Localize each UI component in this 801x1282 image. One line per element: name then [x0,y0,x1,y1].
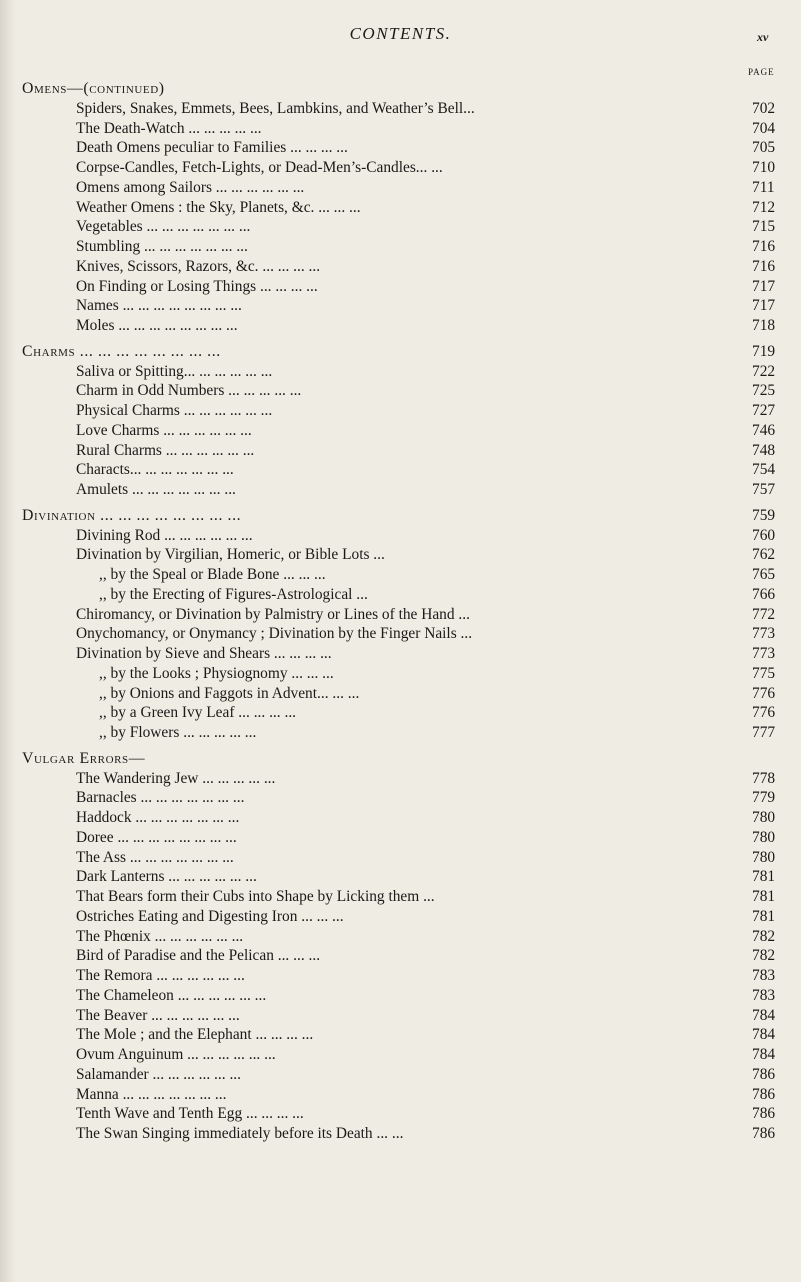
toc-entry-title: Rural Charms ... ... ... ... ... ... [76,441,255,459]
toc-entry[interactable] [0,986,801,1006]
toc-entry[interactable] [0,828,801,848]
toc-entry-title: Vegetables ... ... ... ... ... ... ... [76,218,251,236]
toc-entry[interactable] [0,769,801,789]
toc-entry-page: 710 [752,159,776,176]
toc-entry-title: Names ... ... ... ... ... ... ... ... [76,297,242,315]
toc-entry-title: Corpse-Candles, Fetch-Lights, or Dead-Men’s-Candles... ... [76,159,443,176]
toc-entry-page: 786 [752,1125,776,1142]
toc-entry[interactable] [0,138,801,158]
section-heading-text: Divination ... ... ... ... ... ... ... ... [22,506,242,524]
section-page-number: 719 [752,342,776,360]
toc-entry[interactable] [0,277,801,297]
toc-entry[interactable] [0,1085,801,1105]
toc-entry-title: ,, by the Erecting of Figures-Astrological ... [99,585,368,603]
toc-entry-title: Dark Lanterns ... ... ... ... ... ... [76,868,257,886]
section-heading[interactable] [0,749,801,769]
toc-entry-title: The Mole ; and the Elephant ... ... ... ... [76,1026,314,1044]
toc-entry-page: 782 [752,947,776,965]
toc-entry-page: 717 [752,277,776,295]
toc-entry-page: 762 [752,546,776,564]
section-heading[interactable] [0,79,801,99]
toc-entry[interactable] [0,1124,801,1144]
toc-entry-page: 780 [752,828,776,846]
toc-entry-page: 760 [752,526,776,544]
toc-entry-page: 748 [752,441,776,459]
toc-entry-title: Omens among Sailors ... ... ... ... ... ... [76,178,305,196]
toc-entry-page: 715 [752,218,776,236]
toc-entry[interactable] [0,966,801,986]
toc-entry-page: 757 [752,481,776,498]
toc-entry[interactable] [0,217,801,237]
toc-entry[interactable] [0,788,801,808]
toc-entry[interactable] [0,946,801,966]
toc-entry[interactable] [0,1025,801,1045]
toc-entry[interactable] [0,421,801,441]
toc-entry-title: Knives, Scissors, Razors, &c. ... ... ... ... [76,257,321,275]
running-title: CONTENTS. [349,24,452,43]
section-heading[interactable] [0,342,801,362]
toc-entry-title: Tenth Wave and Tenth Egg ... ... ... ... [76,1105,304,1123]
toc-entry-page: 772 [752,605,776,623]
toc-entry-title: Onychomancy, or Onymancy ; Divination by the Finger Nails ... [76,625,473,643]
toc-entry-title: Haddock ... ... ... ... ... ... ... [76,809,240,826]
toc-entry-title: Divination by Sieve and Shears ... ... ... ... [76,645,332,662]
toc-entry-page: 754 [752,461,776,479]
toc-entry[interactable] [0,1045,801,1065]
section-heading-text: Charms ... ... ... ... ... ... ... ... [22,342,221,360]
toc-entry-title: Love Charms ... ... ... ... ... ... [76,421,252,439]
toc-entry[interactable] [0,441,801,461]
toc-entry-page: 784 [752,1006,776,1024]
toc-entry-title: The Death-Watch ... ... ... ... ... [76,119,262,137]
toc-entry-page: 722 [752,362,776,380]
toc-entry-page: 766 [752,585,776,603]
toc-entry-title: Physical Charms ... ... ... ... ... ... [76,402,273,419]
toc-entry[interactable] [0,808,801,828]
folio-number: xv [757,30,769,44]
toc-entry[interactable] [0,664,801,684]
toc-entry-page: 712 [752,198,776,216]
toc-entry-title: Chiromancy, or Divination by Palmistry or Lines of the Hand ... [76,605,470,623]
toc-entry-page: 781 [752,907,776,925]
toc-entry-title: Ovum Anguinum ... ... ... ... ... ... [76,1046,276,1063]
toc-entry-title: ,, by a Green Ivy Leaf ... ... ... ... [99,704,297,722]
toc-entry[interactable] [0,178,801,198]
toc-entry-page: 705 [752,139,776,157]
toc-entry[interactable] [0,565,801,585]
toc-entry-page: 784 [752,1026,776,1044]
toc-entry-title: Bird of Paradise and the Pelican ... ... ... [76,947,321,965]
toc-entry-title: ,, by Flowers ... ... ... ... ... [99,724,257,741]
toc-entry[interactable] [0,585,801,605]
toc-entry-title: Death Omens peculiar to Families ... ... ... ... [76,139,348,157]
toc-entry-title: Manna ... ... ... ... ... ... ... [76,1085,227,1103]
toc-entry-page: 786 [752,1105,776,1123]
toc-entry-title: The Phœnix ... ... ... ... ... ... [76,927,244,945]
toc-entry-title: The Beaver ... ... ... ... ... ... [76,1006,240,1024]
toc-entry[interactable] [0,545,801,565]
toc-entry-title: ,, by the Speal or Blade Bone ... ... ... [99,566,326,583]
toc-entry-title: Divination by Virgilian, Homeric, or Bible Lots ... [76,546,385,564]
section-page-number: 759 [752,506,776,524]
toc-entry-page: 779 [752,789,776,807]
toc-entry-title: Saliva or Spitting... ... ... ... ... ... [76,362,273,380]
toc-entry-page: 711 [752,178,775,196]
toc-entry-page: 780 [752,809,776,826]
toc-entry-title: Moles ... ... ... ... ... ... ... ... [76,317,238,334]
toc-entry-page: 783 [752,986,776,1004]
toc-entry-page: 773 [752,625,776,643]
toc-entry-title: ,, by the Looks ; Physiognomy ... ... ... [99,664,334,682]
toc-entry[interactable] [0,644,801,664]
toc-entry-page: 718 [752,317,776,334]
toc-entry[interactable] [0,362,801,382]
toc-entry-page: 775 [752,664,776,682]
toc-entry-page: 781 [752,888,776,905]
toc-entry-title: On Finding or Losing Things ... ... ... ... [76,277,318,295]
toc-entry-title: Salamander ... ... ... ... ... ... [76,1065,241,1083]
toc-entry-title: The Ass ... ... ... ... ... ... ... [76,848,234,866]
toc-entry[interactable] [0,1065,801,1085]
toc-entry-title: Charm in Odd Numbers ... ... ... ... ... [76,382,302,400]
toc-entry-title: Weather Omens : the Sky, Planets, &c. ... ... ... [76,198,361,216]
toc-entry-page: 777 [752,724,776,741]
toc-entry-title: Doree ... ... ... ... ... ... ... ... [76,828,237,846]
toc-entry-title: The Wandering Jew ... ... ... ... ... [76,769,276,787]
toc-entry-page: 776 [752,704,776,722]
toc-entry-title: The Chameleon ... ... ... ... ... ... [76,986,267,1004]
toc-entry-page: 778 [752,769,776,787]
toc-entry-page: 782 [752,927,776,945]
toc-entry[interactable] [0,624,801,644]
toc-entry[interactable] [0,723,801,743]
toc-entry[interactable] [0,605,801,625]
toc-entry-page: 716 [752,238,776,255]
toc-entry-title: The Swan Singing immediately before its Death ... ... [76,1125,404,1142]
toc-entry[interactable] [0,99,801,119]
toc-entry[interactable] [0,1006,801,1026]
toc-entry[interactable] [0,158,801,178]
toc-entry[interactable] [0,684,801,704]
toc-entry[interactable] [0,460,801,480]
toc-entry-page: 781 [752,868,776,886]
toc-entry[interactable] [0,257,801,277]
toc-entry-title: ,, by Onions and Faggots in Advent... ... ... [99,684,360,702]
toc-entry[interactable] [0,237,801,257]
toc-entry-title: Ostriches Eating and Digesting Iron ... ... ... [76,907,344,925]
toc-entry-page: 765 [752,566,776,583]
toc-entry-page: 725 [752,382,776,400]
toc-entry[interactable] [0,927,801,947]
toc-entry-page: 773 [752,645,776,662]
toc-entry-page: 786 [752,1065,776,1083]
toc-entry[interactable] [0,119,801,139]
toc-entry-title: Amulets ... ... ... ... ... ... ... [76,481,236,498]
toc-entry[interactable] [0,198,801,218]
toc-entry-page: 727 [752,402,776,419]
toc-entry[interactable] [0,907,801,927]
toc-entry-page: 704 [752,119,776,137]
toc-entry-page: 717 [752,297,776,315]
toc-entry-page: 780 [752,848,776,866]
page-header [0,24,801,54]
toc-entry-title: Stumbling ... ... ... ... ... ... ... [76,238,248,255]
toc-entry[interactable] [0,296,801,316]
toc-entry[interactable] [0,1104,801,1124]
section-heading-text: Omens—(continued) [22,80,165,97]
section-heading-text: Vulgar Errors— [22,749,146,767]
toc-entry-title: Spiders, Snakes, Emmets, Bees, Lambkins, and Weather’s Bell... [76,99,475,117]
toc-entry-page: 784 [752,1046,776,1063]
table-of-contents [0,79,801,1144]
toc-entry-page: 783 [752,967,776,984]
toc-entry[interactable] [0,887,801,907]
toc-entry[interactable] [0,480,801,500]
toc-entry-title: Divining Rod ... ... ... ... ... ... [76,526,253,544]
toc-entry-page: 786 [752,1085,776,1103]
toc-entry-title: That Bears form their Cubs into Shape by Licking them ... [76,888,435,905]
toc-entry[interactable] [0,703,801,723]
toc-entry-page: 702 [752,99,776,117]
page-column-label: PAGE [748,67,775,77]
toc-entry[interactable] [0,381,801,401]
toc-entry[interactable] [0,867,801,887]
toc-entry[interactable] [0,401,801,421]
toc-entry[interactable] [0,848,801,868]
toc-entry-title: The Remora ... ... ... ... ... ... [76,967,245,984]
toc-entry-title: Barnacles ... ... ... ... ... ... ... [76,789,245,807]
toc-entry[interactable] [0,316,801,336]
toc-entry-title: Characts... ... ... ... ... ... ... [76,461,234,479]
toc-entry[interactable] [0,526,801,546]
toc-entry-page: 716 [752,257,776,275]
toc-entry-page: 776 [752,684,776,702]
toc-entry-page: 746 [752,421,776,439]
section-heading[interactable] [0,506,801,526]
